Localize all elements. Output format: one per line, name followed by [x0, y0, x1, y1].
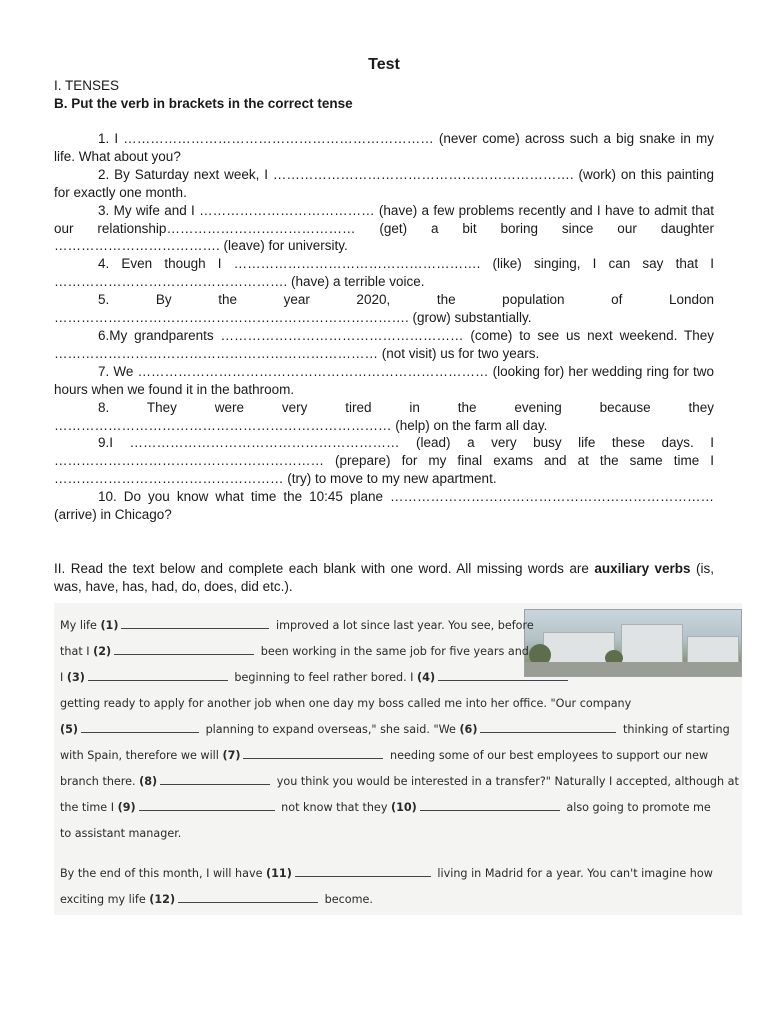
text-line: By the end of this month, I will have (11) living in Madrid for a year. You can't imagine how	[60, 861, 740, 887]
answer-blank[interactable]	[480, 719, 616, 733]
blank-number: (10)	[391, 801, 417, 814]
answer-blank[interactable]	[420, 797, 560, 811]
section-label: I. TENSES	[54, 78, 120, 93]
blank-number: (8)	[139, 775, 158, 788]
exercise-item: 5. By the year 2020, the population of London ……………………………………………………………………. (grow) substantially.	[54, 292, 714, 326]
page-title: Test	[368, 56, 400, 73]
answer-blank[interactable]	[438, 667, 568, 681]
exercise-item: 6.My grandparents ……………………………………………… (come) to see us next weekend. They ……………………………………………………………… (not visit) us for two years.	[54, 327, 714, 361]
text-line: (5) planning to expand overseas," she said. "We (6) thinking of starting	[60, 717, 740, 743]
text-line: that I (2) been working in the same job for five years and	[60, 639, 740, 665]
blank-number: (4)	[417, 671, 436, 684]
blank-number: (11)	[266, 867, 292, 880]
blank-number: (7)	[222, 749, 241, 762]
scanned-text-block	[54, 603, 742, 915]
blank-number: (12)	[149, 893, 176, 906]
answer-blank[interactable]	[121, 615, 269, 629]
answer-blank[interactable]	[139, 797, 275, 811]
text-line: the time I (9) not know that they (10) also going to promote me	[60, 795, 740, 821]
part2-instruction	[54, 560, 714, 596]
section-instruction: B. Put the verb in brackets in the correct tense	[54, 96, 353, 111]
text-line: with Spain, therefore we will (7) needing some of our best employees to support our new	[60, 743, 740, 769]
exercise-item: 9.I …………………………………………………… (lead) a very busy life these days. I …………………………………………………… (prepare) for my final exams and at the same time I …………………………………………… (try) to move to my new apartment.	[54, 435, 714, 487]
text-line: branch there. (8) you think you would be interested in a transfer?" Naturally I accepted, although at	[60, 769, 740, 795]
exercise-item: 4. Even though I ………………………………………………. (like) singing, I can say that I ……………………………………………. (have) a terrible voice.	[54, 256, 714, 290]
blank-number: (9)	[117, 801, 136, 814]
exercise-item: 3. My wife and I ………………………………… (have) a few problems recently and I have to admit that our relationship…………………………………… (get) a bit boring since our daughter ………………………………. (leave) for university.	[54, 202, 714, 254]
instruction-text: (is, was, have, has, had, do, does, did etc.).	[54, 561, 714, 594]
exercise-item: 1. I …………………………………………………………… (never come) across such a big snake in my life. What about you?	[54, 131, 714, 164]
answer-blank[interactable]	[114, 641, 254, 655]
blank-number: (3)	[66, 671, 85, 684]
answer-blank[interactable]	[295, 863, 431, 877]
instruction-text: II. Read the text below and complete each blank with one word. All missing words are	[54, 561, 595, 576]
blank-number: (6)	[459, 723, 478, 736]
answer-blank[interactable]	[81, 719, 199, 733]
tenses-exercise	[54, 130, 714, 524]
instruction-bold: auxiliary verbs	[594, 561, 691, 576]
answer-blank[interactable]	[178, 889, 318, 903]
answer-blank[interactable]	[88, 667, 228, 681]
answer-blank[interactable]	[243, 745, 383, 759]
text-line: to assistant manager.	[60, 827, 182, 840]
blank-number: (5)	[60, 723, 79, 736]
text-line: I (3) beginning to feel rather bored. I (4)	[60, 665, 740, 691]
exercise-item: 10. Do you know what time the 10:45 plane ……………………………………………………………… (arrive) in Chicago?	[54, 489, 714, 523]
gap-fill-text	[60, 613, 740, 913]
text-line: My life (1) improved a lot since last year. You see, before	[60, 613, 740, 639]
blank-number: (2)	[93, 645, 112, 658]
text-line: exciting my life (12) become.	[60, 887, 740, 913]
exercise-item: 2. By Saturday next week, I …………………………………………………………. (work) on this painting for exactly one month.	[54, 166, 714, 200]
text-line: getting ready to apply for another job when one day my boss called me into her office. "Our company	[60, 697, 632, 710]
exercise-item: 7. We …………………………………………………………………… (looking for) her wedding ring for two hours when we found it in the bathroom.	[54, 363, 714, 397]
exercise-item: 8. They were very tired in the evening because they ………………………………………………………………… (help) on the farm all day.	[54, 399, 714, 433]
blank-number: (1)	[100, 619, 119, 632]
answer-blank[interactable]	[160, 771, 270, 785]
